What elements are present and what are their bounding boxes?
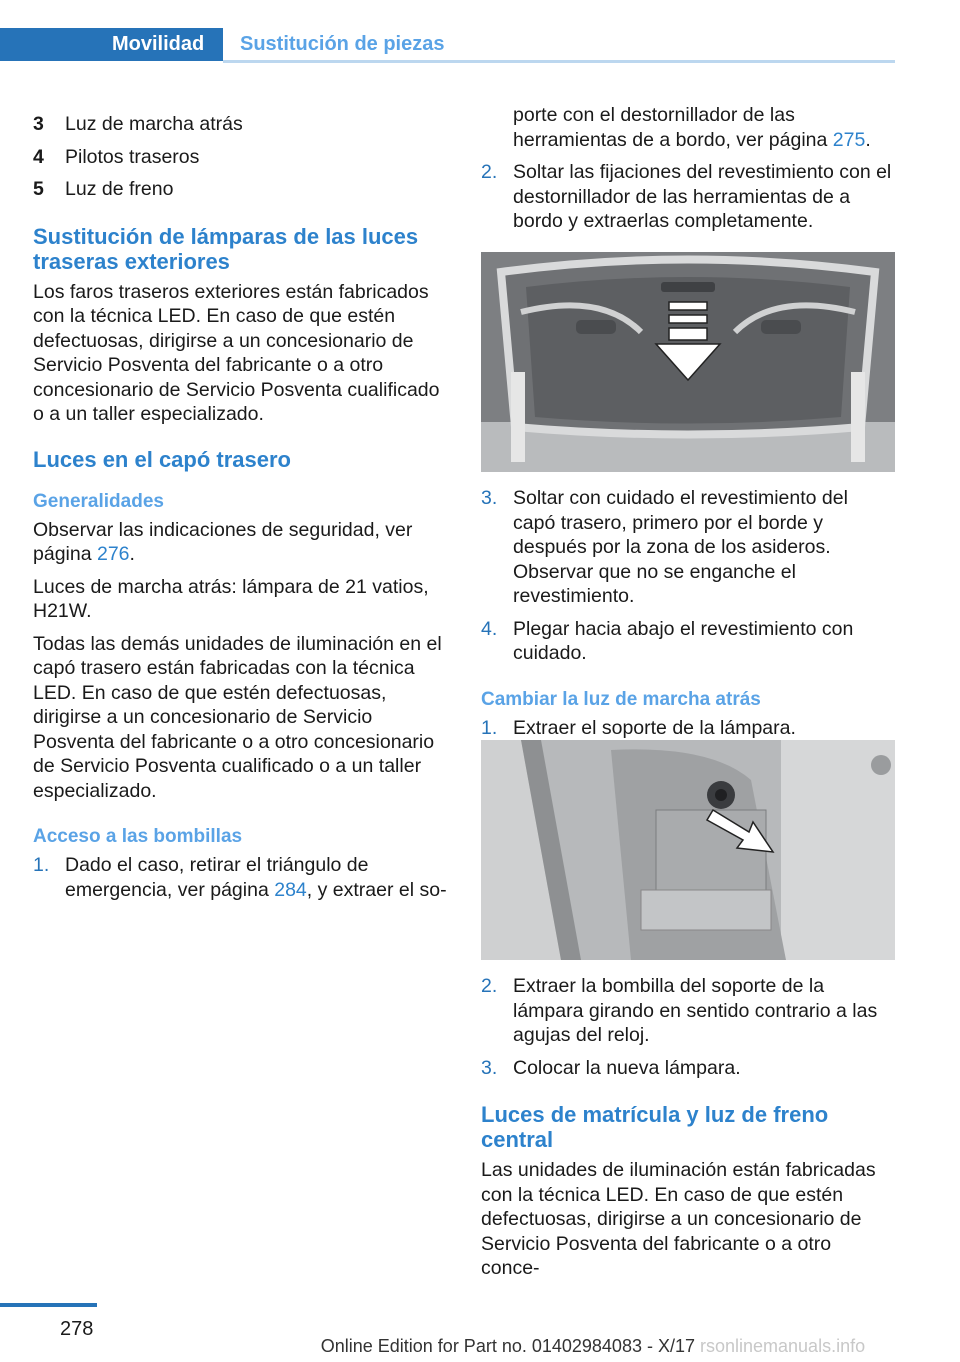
safety-text: Observar las indicaciones de seguridad, ver página bbox=[33, 518, 413, 565]
paragraph-safety bbox=[33, 518, 451, 567]
heading-cambiar-luz: Cambiar la luz de marcha atrás bbox=[481, 688, 761, 710]
step-number: 1. bbox=[33, 854, 50, 876]
step-item bbox=[481, 716, 895, 741]
step-text-a: Dado el caso, retirar el triángulo de emergencia, ver página bbox=[65, 854, 369, 901]
lamp-holder-illustration bbox=[481, 740, 895, 960]
trunk-lid-illustration bbox=[481, 252, 895, 472]
legend-item bbox=[33, 112, 451, 137]
paragraph-led-units: Todas las demás unidades de iluminación en el capó trasero están fabricadas con la técnica LED. En caso de que estén defectuosas, dirigirse a un concesionario de Servicio Posventa del fabricante o a otro concesionario de Servicio Posventa cualificado o a un taller especializado. bbox=[33, 632, 442, 802]
step-number: 2. bbox=[481, 975, 498, 997]
step-item bbox=[481, 486, 895, 609]
step-number: 4. bbox=[481, 617, 498, 640]
left-column bbox=[33, 112, 451, 910]
step-text-a: porte con el destornillador de las herramientas de a bordo, ver página bbox=[513, 104, 833, 151]
step-text: Soltar con cuidado el revestimiento del capó trasero, primero por el borde y después por la zona de los asideros. Observar que no se enganche el revestimiento. bbox=[513, 487, 848, 607]
step-text: Extraer la bombilla del soporte de la lámpara girando en sentido contrario a las agujas del reloj. bbox=[513, 975, 878, 1046]
header-divider bbox=[223, 60, 895, 63]
header-section-label: Movilidad bbox=[112, 33, 205, 55]
legend-text: Luz de marcha atrás bbox=[65, 113, 243, 135]
step-number: 2. bbox=[481, 161, 498, 183]
legend-text: Pilotos traseros bbox=[65, 145, 200, 168]
page-link-275[interactable]: 275 bbox=[832, 128, 866, 151]
step-text: Colocar la nueva lámpara. bbox=[513, 1056, 741, 1079]
header-subsection-label[interactable]: Sustitución de piezas bbox=[240, 33, 445, 55]
footer-accent-line bbox=[0, 1303, 97, 1307]
page-number: 278 bbox=[60, 1318, 94, 1340]
step-number: 3. bbox=[481, 1056, 498, 1079]
step-number: 1. bbox=[481, 716, 498, 739]
figure-trunk-lid-lining bbox=[481, 252, 895, 472]
step-text-b: , y extraer el so- bbox=[306, 878, 447, 901]
figure-lamp-holder bbox=[481, 740, 895, 960]
step-number-spacer bbox=[481, 103, 513, 152]
page-link-284[interactable]: 284 bbox=[274, 878, 307, 901]
step-continuation bbox=[481, 103, 895, 152]
legend-number: 5 bbox=[33, 178, 44, 200]
step-text: Extraer el soporte de la lámpara. bbox=[513, 716, 796, 739]
right-column-top bbox=[481, 103, 895, 242]
legend-item bbox=[33, 145, 451, 170]
step-text bbox=[65, 853, 451, 902]
paragraph-reverse-lamp: Luces de marcha atrás: lámpara de 21 vatios, H21W. bbox=[33, 575, 429, 622]
paragraph-exterior: Los faros traseros exteriores están fabricados con la técnica LED. En caso de que estén defectuosas, dirigirse a un concesionario de Servicio Posventa del fabricante o a otro concesionario de Servicio Posventa cualificado o a un taller especializado. bbox=[33, 280, 440, 425]
watermark: rsonlinemanuals.info bbox=[700, 1336, 866, 1356]
step-text: Soltar las fijaciones del revestimiento con el destornillador de las herramientas de a bordo y extraerlas completamente. bbox=[513, 161, 892, 232]
step-item bbox=[481, 1056, 895, 1081]
step-item bbox=[481, 160, 895, 234]
heading-exterior-lamps: Sustitución de lámparas de las luces traseras exteriores bbox=[33, 223, 419, 274]
step-item bbox=[33, 853, 451, 902]
header-tab-movilidad[interactable] bbox=[0, 28, 223, 61]
page-link-276[interactable]: 276 bbox=[96, 543, 130, 565]
legend-text: Luz de freno bbox=[65, 178, 174, 200]
heading-matricula: Luces de matrícula y luz de freno central bbox=[481, 1102, 829, 1152]
step-text-b: . bbox=[865, 128, 871, 151]
edition-note: Online Edition for Part no. 01402984083 - X/17 bbox=[320, 1336, 695, 1356]
legend-number: 4 bbox=[33, 145, 44, 168]
legend-number: 3 bbox=[33, 113, 44, 135]
heading-capo-trasero: Luces en el capó trasero bbox=[33, 446, 291, 472]
right-column-middle bbox=[481, 486, 895, 748]
step-text bbox=[513, 103, 895, 152]
step-item bbox=[481, 974, 895, 1048]
paragraph-matricula: Las unidades de iluminación están fabricadas con la técnica LED. En caso de que estén defectuosas, dirigirse a un concesionario de Servicio Posventa del fabricante o a otro conce- bbox=[481, 1159, 876, 1279]
right-column-bottom bbox=[481, 974, 895, 1289]
legend-item bbox=[33, 177, 451, 202]
step-item bbox=[481, 617, 895, 666]
heading-acceso: Acceso a las bombillas bbox=[33, 826, 243, 847]
step-number: 3. bbox=[481, 487, 498, 509]
step-text: Plegar hacia abajo el revestimiento con cuidado. bbox=[513, 617, 854, 664]
safety-text-end: . bbox=[129, 543, 135, 565]
heading-generalidades: Generalidades bbox=[33, 490, 164, 512]
